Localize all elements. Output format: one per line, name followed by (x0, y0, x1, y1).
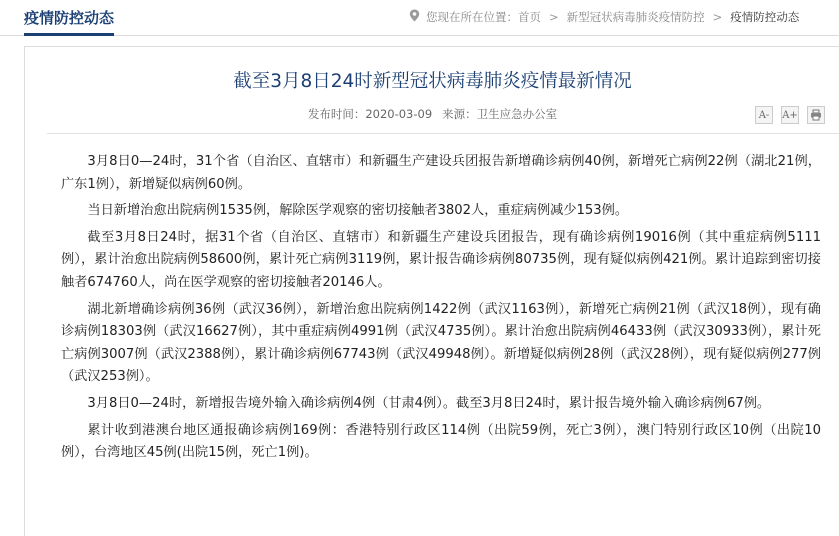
breadcrumb-current[interactable]: 疫情防控动态 (730, 10, 800, 24)
source-label: 来源： (442, 107, 477, 121)
top-bar (0, 0, 839, 36)
font-tools (755, 106, 825, 124)
article-title: 截至3月8日24时新型冠状病毒肺炎疫情最新情况 (233, 71, 632, 92)
article-body (61, 151, 821, 469)
breadcrumb-prefix: 您现在所在位置： (426, 10, 518, 24)
article-panel (24, 46, 839, 536)
publish-date: 2020-03-09 (365, 107, 433, 121)
publish-date-label: 发布时间： (307, 107, 366, 121)
paragraph: 截至3月8日24时，据31个省（自治区、直辖市）和新疆生产建设兵团报告，现有确诊病例19016例（其中重症病例5111例），累计治愈出院病例58600例，累计死亡病例3119例，累计报告确诊病例80735例，现有疑似病例421例。累计追踪到密切接触者674760人，尚在医学观察的密切接触者20146人。 (61, 229, 821, 290)
title-divider (47, 133, 839, 134)
location-pin-icon (409, 9, 420, 25)
font-decrease-button[interactable]: A- (755, 106, 773, 124)
paragraph: 3月8日0—24时，新增报告境外输入确诊病例4例（甘肃4例）。截至3月8日24时，累计报告境外输入确诊病例67例。 (87, 395, 771, 411)
paragraph: 湖北新增确诊病例36例（武汉36例），新增治愈出院病例1422例（武汉1163例），新增死亡病例21例（武汉18例），现有确诊病例18303例（武汉16627例），其中重症病例4991例（武汉4735例）。累计治愈出院病例46433例（武汉30933例），累计死亡病例3007例（武汉2388例），累计确诊病例67743例（武汉49948例）。新增疑似病例28例（武汉28例），现有疑似病例277例（武汉253例）。 (61, 301, 821, 385)
breadcrumb-link-covid[interactable]: 新型冠状病毒肺炎疫情防控 (566, 10, 705, 24)
font-increase-button[interactable]: A+ (781, 106, 799, 124)
printer-icon[interactable] (807, 106, 825, 124)
breadcrumb-separator: > (712, 10, 723, 24)
paragraph: 当日新增治愈出院病例1535例，解除医学观察的密切接触者3802人，重症病例减少153例。 (87, 203, 629, 219)
paragraph: 累计收到港澳台地区通报确诊病例169例：香港特别行政区114例（出院59例，死亡3例），澳门特别行政区10例（出院10例），台湾地区45例(出院15例，死亡1例)。 (61, 422, 821, 461)
article-meta (25, 106, 839, 122)
breadcrumb-link-home[interactable]: 首页 (518, 10, 541, 24)
section-title: 疫情防控动态 (24, 7, 114, 36)
paragraph: 3月8日0—24时，31个省（自治区、直辖市）和新疆生产建设兵团报告新增确诊病例40例，新增死亡病例22例（湖北21例，广东1例），新增疑似病例60例。 (61, 154, 821, 192)
source-value: 卫生应急办公室 (476, 107, 558, 121)
breadcrumb-separator: > (549, 10, 559, 24)
breadcrumb (409, 9, 799, 25)
